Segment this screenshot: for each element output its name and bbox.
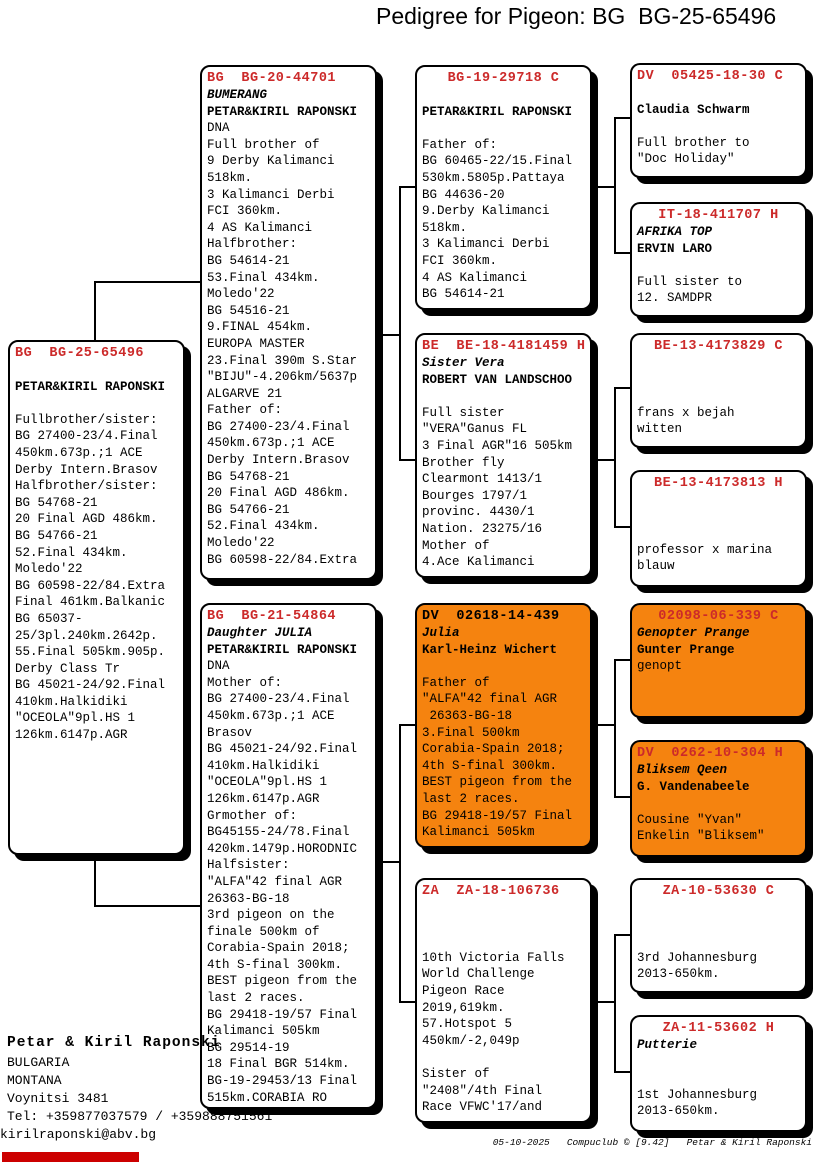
pedigree-text-line: BG 54766-21: [15, 528, 98, 543]
pedigree-text-line: "VERA"Ganus FL: [422, 422, 528, 437]
pedigree-text-line: provinc. 4430/1: [422, 505, 535, 520]
pedigree-text-line: Full sister to: [637, 274, 743, 289]
pedigree-text-line: [637, 900, 800, 917]
pedigree-text-line: [637, 388, 800, 405]
owner-phone: Tel: +359877037579 / +359888751561: [7, 1109, 273, 1124]
pedigree-text-line: [637, 257, 800, 274]
pedigree-text-line: [637, 795, 800, 812]
pedigree-text-line: BG 45021-24/92.Final: [207, 742, 358, 757]
pedigree-text-line: 2013-650km.: [637, 967, 720, 982]
pedigree-text-line: DNA: [207, 659, 230, 674]
pedigree-text-line: 4 AS Kalimanci: [422, 270, 528, 285]
pigeon-name: Putterie: [637, 1038, 698, 1052]
pedigree-connector-line: [614, 935, 616, 1073]
pedigree-text-line: [422, 120, 585, 137]
pedigree-text-line: [637, 118, 800, 135]
pedigree-text-line: Kalimanci 505km: [207, 1024, 320, 1039]
fancier-name: G. Vandenabeele: [637, 779, 750, 794]
pedigree-text-line: witten: [637, 422, 683, 437]
pedigree-text-line: Enkelin "Bliksem": [637, 829, 765, 844]
pedigree-text-line: BG 54614-21: [207, 253, 290, 268]
pedigree-connector-line: [94, 281, 96, 342]
pedigree-text-line: 4th S-final 300km.: [207, 957, 343, 972]
pedigree-text-line: 2019,619km.: [422, 1000, 505, 1015]
pedigree-text-line: 52.Final 434km.: [15, 545, 128, 560]
pigeon-name: Genopter Prange: [637, 626, 750, 640]
pedigree-text-line: Derby Intern.Brasov: [15, 462, 158, 477]
pedigree-text-line: 25/3pl.240km.2642p.: [15, 628, 158, 643]
pedigree-text-line: [422, 933, 585, 950]
pedigree-text-line: Halfbrother/sister:: [15, 479, 158, 494]
pedigree-text-line: Derby Class Tr: [15, 661, 121, 676]
pedigree-text-line: BG-19-29453/13 Final: [207, 1074, 358, 1089]
pedigree-text-line: 518km.: [422, 220, 468, 235]
pigeon-name: Daughter JULIA: [207, 626, 313, 640]
pedigree-text-line: 530km.5805p.Pattaya: [422, 170, 565, 185]
pedigree-text-line: 450km.673p.;1 ACE: [207, 708, 335, 723]
pedigree-text-line: Mother of:: [207, 675, 283, 690]
pedigree-text-line: BG 60598-22/84.Extra: [15, 578, 166, 593]
pedigree-text-line: 26363-BG-18: [422, 708, 513, 723]
pigeon-name: BUMERANG: [207, 88, 268, 102]
ring-number-dam: BG BG-21-54864: [207, 609, 337, 624]
fancier-name: PETAR&KIRIL RAPONSKI: [15, 379, 166, 394]
pedigree-text-line: Moledo'22: [15, 562, 83, 577]
ring-number-sd-dam: BE-13-4173813 H: [653, 476, 784, 491]
pedigree-text-line: [422, 1049, 585, 1066]
pedigree-text-line: [422, 900, 585, 917]
pedigree-text-line: Father of:: [207, 403, 283, 418]
pedigree-text-line: finale 500km of: [207, 924, 320, 939]
pedigree-text-line: [637, 372, 800, 389]
pedigree-text-line: 450km.673p.;1 ACE: [15, 445, 143, 460]
ring-number-ss-dam: IT-18-411707 H: [658, 208, 779, 223]
pedigree-text-line: [637, 1054, 800, 1071]
pedigree-text-line: Grmother of:: [207, 808, 298, 823]
pedigree-text-line: Derby Intern.Brasov: [207, 453, 350, 468]
ring-number-sire-sire: BG-19-29718 C: [447, 71, 560, 86]
pedigree-text-line: 53.Final 434km.: [207, 270, 320, 285]
pedigree-box-subject: [8, 340, 185, 855]
pedigree-text-line: "ALFA"42 final AGR: [207, 874, 343, 889]
pedigree-text-line: FCI 360km.: [422, 253, 498, 268]
pedigree-connector-line: [592, 186, 616, 188]
pedigree-text-line: Pigeon Race: [422, 983, 505, 998]
pedigree-box-sire-dam: [415, 333, 592, 578]
pedigree-connector-line: [94, 855, 96, 907]
pedigree-text-line: BG 27400-23/4.Final: [207, 419, 350, 434]
pedigree-text-line: "ALFA"42 final AGR: [422, 692, 558, 707]
fancier-name: PETAR&KIRIL RAPONSKI: [422, 104, 573, 119]
pedigree-text-line: BG45155-24/78.Final: [207, 825, 350, 840]
pedigree-text-line: Corabia-Spain 2018;: [422, 742, 565, 757]
pedigree-text-line: Kalimanci 505km: [422, 825, 535, 840]
pedigree-text-line: 1st Johannesburg: [637, 1087, 758, 1102]
pedigree-text-line: BG 27400-23/4.Final: [15, 429, 158, 444]
pedigree-box-dam-sire: [415, 603, 592, 848]
pedigree-text-line: BG 65037-: [15, 611, 83, 626]
pedigree-text-line: BG 60465-22/15.Final: [422, 154, 573, 169]
pedigree-text-line: Father of:: [422, 137, 498, 152]
pedigree-text-line: professor x marina: [637, 542, 773, 557]
pedigree-text-line: blauw: [637, 559, 675, 574]
pedigree-text-line: 3 Final AGR"16 505km: [422, 438, 573, 453]
pedigree-text-line: "2408"/4th Final: [422, 1083, 543, 1098]
pedigree-text-line: 4 AS Kalimanci: [207, 220, 313, 235]
footer-credit: 05-10-2025 Compuclub © [9.42] Petar & Kiril Raponski: [492, 1137, 812, 1148]
pedigree-box-ss-sire: [630, 63, 807, 178]
pedigree-connector-line: [94, 905, 202, 907]
pedigree-text-line: BG 27400-23/4.Final: [207, 692, 350, 707]
pigeon-name: Sister Vera: [422, 356, 505, 370]
pedigree-text-line: 126km.6147p.AGR: [207, 791, 320, 806]
pedigree-text-line: [15, 395, 178, 412]
pigeon-name: Bliksem Qeen: [637, 763, 728, 777]
pedigree-text-line: [422, 388, 585, 405]
pedigree-text-line: [637, 933, 800, 950]
fancier-name: PETAR&KIRIL RAPONSKI: [207, 104, 358, 119]
pedigree-box-ds-dam: [630, 740, 807, 857]
pedigree-box-sd-sire: [630, 333, 807, 448]
pedigree-connector-line: [94, 281, 202, 283]
ring-number-ds-dam: DV 0262-10-304 H: [637, 746, 784, 761]
footer-red-bar: [2, 1152, 139, 1162]
ring-number-ss-sire: DV 05425-18-30 C: [637, 69, 784, 84]
owner-info-block: [0, 1032, 273, 1144]
pedigree-text-line: BG 29418-19/57 Final: [422, 808, 573, 823]
pedigree-box-ds-sire: [630, 603, 807, 718]
pedigree-text-line: 450km/-2,049p: [422, 1033, 520, 1048]
pedigree-connector-line: [399, 725, 401, 1003]
pedigree-box-sire: [200, 65, 377, 580]
pedigree-text-line: 20 Final AGD 486km.: [15, 512, 158, 527]
pedigree-box-ss-dam: [630, 202, 807, 317]
ring-number-dam-dam: ZA ZA-18-106736: [422, 884, 560, 899]
pedigree-connector-line: [614, 388, 616, 528]
pedigree-text-line: 3 Kalimanci Derbi: [422, 237, 550, 252]
pedigree-text-line: BG 54766-21: [207, 502, 290, 517]
page-title: Pedigree for Pigeon: BG BG-25-65496: [376, 3, 777, 29]
pedigree-text-line: [637, 917, 800, 934]
pedigree-text-line: [637, 355, 800, 372]
ring-number-sire: BG BG-20-44701: [207, 71, 337, 86]
pedigree-connector-line: [399, 187, 401, 461]
pedigree-text-line: [637, 509, 800, 526]
pedigree-box-dam-dam: [415, 878, 592, 1123]
pedigree-text-line: 2013-650km.: [637, 1104, 720, 1119]
pedigree-text-line: "OCEOLA"9pl.HS 1: [15, 711, 136, 726]
pedigree-text-line: 55.Final 505km.905p.: [15, 645, 166, 660]
pedigree-text-line: BG 29514-19: [207, 1040, 290, 1055]
pedigree-text-line: Halfsister:: [207, 858, 290, 873]
pedigree-text-line: 9.FINAL 454km.: [207, 320, 313, 335]
fancier-name: Claudia Schwarm: [637, 102, 750, 117]
pedigree-text-line: "BIJU"-4.206km/5637p: [207, 370, 358, 385]
pedigree-text-line: [15, 362, 178, 379]
pedigree-text-line: BG 29418-19/57 Final: [207, 1007, 358, 1022]
pedigree-text-line: 57.Hotspot 5: [422, 1017, 513, 1032]
pedigree-text-line: Father of: [422, 675, 490, 690]
pedigree-text-line: 518km.: [207, 170, 253, 185]
pedigree-text-line: 3 Kalimanci Derbi: [207, 187, 335, 202]
fancier-name: Gunter Prange: [637, 642, 735, 657]
pedigree-text-line: Halfbrother:: [207, 237, 298, 252]
ring-number-sd-sire: BE-13-4173829 C: [653, 339, 784, 354]
pedigree-text-line: 20 Final AGD 486km.: [207, 486, 350, 501]
pedigree-box-dd-dam: [630, 1015, 807, 1132]
fancier-name: PETAR&KIRIL RAPONSKI: [207, 642, 358, 657]
pedigree-box-sd-dam: [630, 470, 807, 587]
pedigree-text-line: DNA: [207, 121, 230, 136]
pedigree-text-line: EUROPA MASTER: [207, 336, 305, 351]
pedigree-text-line: 23.Final 390m S.Star: [207, 353, 358, 368]
pedigree-text-line: 126km.6147p.AGR: [15, 728, 128, 743]
pedigree-text-line: 3rd pigeon on the: [207, 908, 335, 923]
ring-number-ds-sire: 02098-06-339 C: [658, 609, 779, 624]
pedigree-text-line: Cousine "Yvan": [637, 812, 743, 827]
pedigree-text-line: last 2 races.: [422, 791, 520, 806]
pedigree-text-line: Full sister: [422, 405, 505, 420]
pedigree-text-line: BG 45021-24/92.Final: [15, 678, 166, 693]
pedigree-text-line: Brother fly: [422, 455, 505, 470]
pigeon-name: Julia: [422, 626, 460, 640]
owner-email: kirilraponski@abv.bg: [0, 1127, 157, 1142]
pedigree-text-line: Bourges 1797/1: [422, 488, 528, 503]
pedigree-text-line: 420km.1479p.HORODNIC: [207, 841, 358, 856]
fancier-name: ROBERT VAN LANDSCHOO: [422, 372, 573, 387]
pedigree-text-line: Mother of: [422, 538, 490, 553]
pedigree-text-line: BG 60598-22/84.Extra: [207, 552, 358, 567]
pedigree-text-line: 52.Final 434km.: [207, 519, 320, 534]
pedigree-connector-line: [377, 334, 401, 336]
ring-number-sire-dam: BE BE-18-4181459 H: [422, 339, 586, 354]
pedigree-text-line: 410km.Halkidiki: [15, 694, 128, 709]
pedigree-text-line: [637, 492, 800, 509]
pedigree-text-line: BEST pigeon from the: [422, 775, 573, 790]
pedigree-text-line: BG 54768-21: [207, 469, 290, 484]
pedigree-text-line: Full brother of: [207, 137, 320, 152]
pigeon-name: AFRIKA TOP: [637, 225, 713, 239]
ring-number-dd-dam: ZA-11-53602 H: [662, 1021, 775, 1036]
owner-address-line: Voynitsi 3481: [7, 1091, 109, 1106]
pedigree-text-line: [422, 917, 585, 934]
pedigree-text-line: last 2 races.: [207, 991, 305, 1006]
pedigree-text-line: 515km.CORABIA RO: [207, 1090, 328, 1105]
pedigree-text-line: Race VFWC'17/and: [422, 1100, 543, 1115]
owner-address-line: MONTANA: [7, 1073, 62, 1088]
owner-name: Petar & Kiril Raponski: [7, 1035, 221, 1051]
fancier-name: ERVIN LARO: [637, 241, 713, 256]
pedigree-text-line: FCI 360km.: [207, 204, 283, 219]
pedigree-text-line: BG 54516-21: [207, 303, 290, 318]
pedigree-text-line: [637, 1070, 800, 1087]
pedigree-text-line: 10th Victoria Falls: [422, 950, 565, 965]
pedigree-text-line: 3rd Johannesburg: [637, 950, 758, 965]
pedigree-box-sire-sire: [415, 65, 592, 310]
pedigree-text-line: 3.Final 500km: [422, 725, 520, 740]
pedigree-text-line: World Challenge: [422, 967, 535, 982]
pedigree-text-line: Full brother to: [637, 135, 750, 150]
pedigree-text-line: genopt: [637, 659, 683, 674]
ring-number-dam-sire: DV 02618-14-439: [422, 609, 560, 624]
pedigree-text-line: BG 54768-21: [15, 495, 98, 510]
pedigree-text-line: [422, 87, 585, 104]
pedigree-text-line: Brasov: [207, 725, 253, 740]
pedigree-text-line: [637, 525, 800, 542]
pedigree-text-line: Fullbrother/sister:: [15, 412, 158, 427]
pedigree-text-line: BEST pigeon from the: [207, 974, 358, 989]
pedigree-connector-line: [592, 1001, 616, 1003]
ring-number-subject: BG BG-25-65496: [15, 346, 145, 361]
pedigree-text-line: "OCEOLA"9pl.HS 1: [207, 775, 328, 790]
pedigree-text-line: 9.Derby Kalimanci: [422, 204, 550, 219]
pedigree-connector-line: [592, 459, 616, 461]
pedigree-text-line: Moledo'22: [207, 287, 275, 302]
pedigree-connector-line: [614, 118, 616, 254]
pedigree-text-line: frans x bejah: [637, 405, 735, 420]
pedigree-text-line: BG 54614-21: [422, 287, 505, 302]
pedigree-connector-line: [377, 861, 401, 863]
owner-address-line: BULGARIA: [7, 1055, 70, 1070]
pedigree-text-line: 4.Ace Kalimanci: [422, 555, 535, 570]
pedigree-text-line: ALGARVE 21: [207, 386, 283, 401]
pedigree-text-line: BG 44636-20: [422, 187, 505, 202]
pedigree-box-dd-sire: [630, 878, 807, 993]
pedigree-text-line: Nation. 23275/16: [422, 521, 543, 536]
pedigree-connector-line: [614, 660, 616, 798]
pedigree-text-line: 410km.Halkidiki: [207, 758, 320, 773]
pedigree-text-line: "Doc Holiday": [637, 152, 735, 167]
ring-number-dd-sire: ZA-10-53630 C: [662, 884, 775, 899]
pedigree-text-line: 26363-BG-18: [207, 891, 290, 906]
pedigree-text-line: [422, 658, 585, 675]
pedigree-text-line: 9 Derby Kalimanci: [207, 154, 335, 169]
pedigree-text-line: Final 461km.Balkanic: [15, 595, 166, 610]
fancier-name: Karl-Heinz Wichert: [422, 642, 558, 657]
pedigree-text-line: [637, 85, 800, 102]
pedigree-text-line: Clearmont 1413/1: [422, 472, 543, 487]
pedigree-text-line: 4th S-final 300km.: [422, 758, 558, 773]
pedigree-text-line: 18 Final BGR 514km.: [207, 1057, 350, 1072]
pedigree-text-line: Sister of: [422, 1066, 490, 1081]
pedigree-text-line: 12. SAMDPR: [637, 291, 713, 306]
pedigree-text-line: Corabia-Spain 2018;: [207, 941, 350, 956]
pedigree-text-line: Moledo'22: [207, 536, 275, 551]
pedigree-text-line: 450km.673p.;1 ACE: [207, 436, 335, 451]
pedigree-connector-line: [592, 724, 616, 726]
